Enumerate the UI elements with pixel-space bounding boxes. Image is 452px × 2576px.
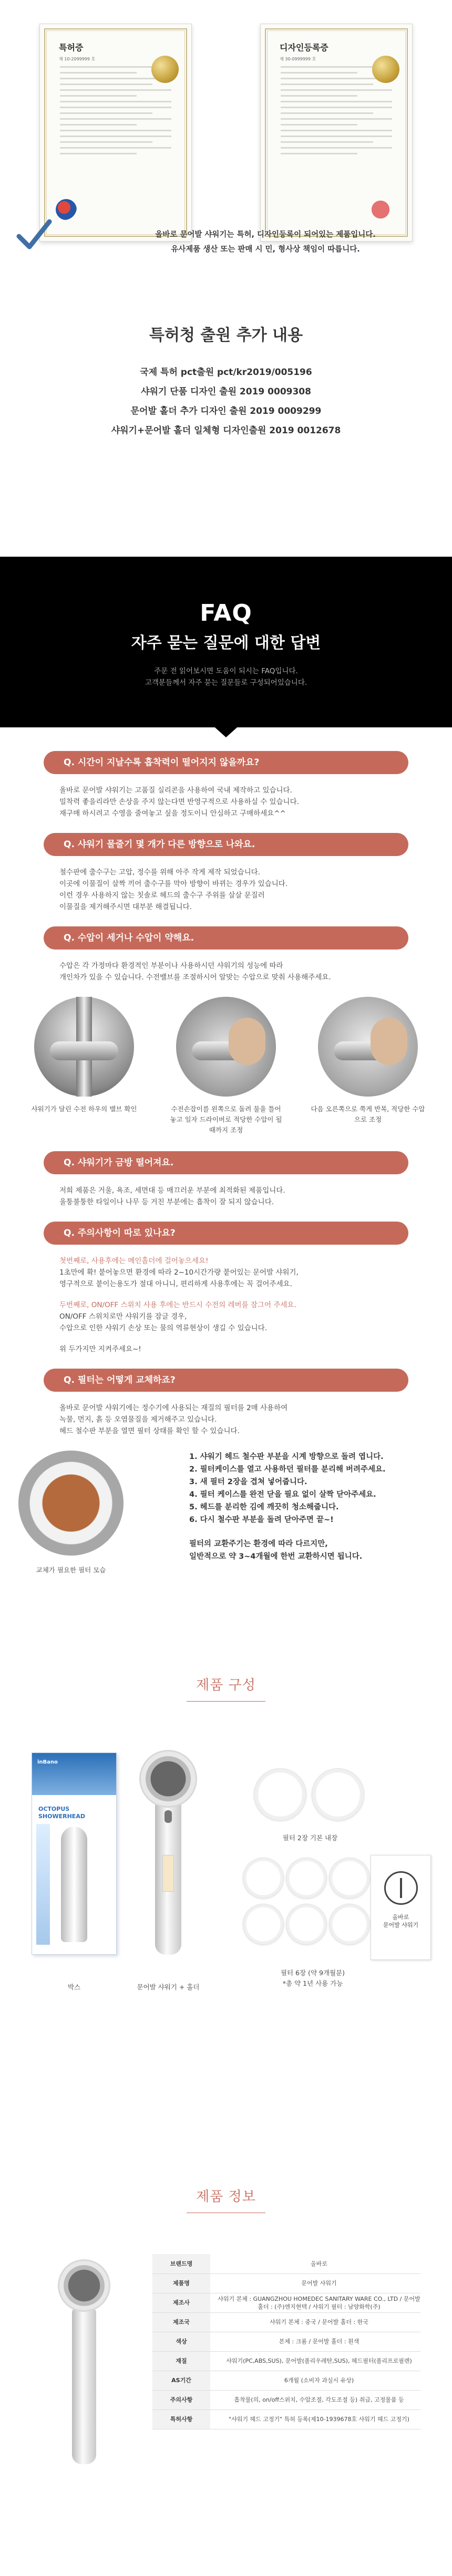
answer-line: 수압은 각 가정마다 환경적인 부분이나 사용하시던 샤워기의 성능에 따라	[59, 962, 283, 970]
filter-step: 4. 필터 케이스를 완전 닫을 필요 없이 살짝 닫아주세요.	[189, 1490, 376, 1499]
answer-line: 수압으로 인한 샤워기 손상 또는 물의 역류현상이 생길 수 있습니다.	[59, 1324, 268, 1332]
stamp-icon	[370, 199, 391, 220]
answer-line: 헤드 철수판 부분을 열면 필터 상태를 확인 할 수 있습니다.	[59, 1427, 240, 1435]
patent-item: 문어발 홀더 추가 디자인 출원 2019 0009299	[130, 406, 322, 416]
gold-seal-icon	[151, 56, 179, 83]
info-row	[152, 2390, 420, 2410]
shower-label: 문어발 샤워기 + 홀더	[137, 1983, 200, 1991]
filter-pad-icon	[329, 1858, 370, 1899]
info-title: 제품 정보	[196, 2189, 256, 2205]
info-row	[152, 2351, 420, 2371]
filter-caption: 교체가 필요한 필터 모습	[36, 1566, 106, 1574]
filter6-note: *총 약 1년 사용 가능	[282, 1979, 343, 1987]
faq-answer	[44, 1185, 408, 1208]
faq-question[interactable]: Q. 샤워기 물줄기 몇 개가 다른 방향으로 나와요.	[44, 833, 408, 856]
valve-caption: 수전손잡이를 왼쪽으로 돌려 물을 틀어놓고 일자 드라이버로 적당한 수압이 될때까지 조정	[170, 1105, 282, 1134]
answer-line: 개인차가 있을 수 있습니다. 수전밸브를 조절하시어 알맞는 수압으로 맞춰 사용해주세요.	[59, 973, 331, 982]
faq-question[interactable]: Q. 시간이 지날수록 흡착력이 떨어지지 않을까요?	[44, 751, 408, 774]
valve-photo	[176, 997, 276, 1097]
filter-step: 3. 새 필터 2장을 겹쳐 넣어줍니다.	[189, 1478, 307, 1486]
info-value: 6개월 (소비자 과실시 유상)	[210, 2371, 420, 2390]
gold-seal-icon	[372, 56, 399, 83]
answer-line: 이곳에 이물질이 살짝 끼어 출수구를 막아 방향이 바뀌는 경우가 있습니다.	[59, 880, 288, 888]
faq-description	[0, 665, 452, 689]
valve-caption: 샤워기가 달린 수전 하우의 밸브 확인	[31, 1105, 137, 1113]
used-filter-photo	[18, 1451, 124, 1556]
answer-line: 1초만에 확! 붙어놓으면 환경에 따라 2~10시간가량 붙어있는 문어발 샤워기,	[59, 1268, 299, 1277]
answer-line: 저희 제품은 거울, 욕조, 세면대 등 매끄러운 부분에 최적화된 제품입니다.	[59, 1186, 285, 1195]
filter-pad-icon	[329, 1904, 370, 1945]
answer-line: 밀착력 좋을리라만 손상을 주지 않는다면 반영구적으로 사용하실 수 있습니다.	[59, 798, 299, 806]
valve-step	[26, 997, 142, 1135]
faq-title: FAQ	[200, 600, 252, 627]
faq-question[interactable]: Q. 샤워기가 금방 떨어져요.	[44, 1151, 408, 1174]
answer-line: 녹물, 먼지, 흙 등 오염물질을 제거해주고 있습니다.	[59, 1415, 217, 1424]
faq-question[interactable]: Q. 주의사항이 따로 있나요?	[44, 1222, 408, 1245]
patent-item: 샤워기 단품 디자인 출원 2019 0009308	[141, 387, 311, 397]
answer-line: 영구적으로 붙이는용도가 절대 아니니, 편리하게 사용후에는 꼭 걸어주세요.	[59, 1280, 292, 1288]
filter-pad-icon	[286, 1858, 327, 1899]
filter-step: 5. 헤드를 분리한 김에 깨끗히 청소해줍니다.	[189, 1503, 339, 1511]
faq-answer	[44, 1402, 408, 1437]
info-value: 샤워기 본체 : GUANGZHOU HOMEDEC SANITARY WARE CO., LTD / 문어발 홀더 : (주)엔지현텍 / 샤워기 필터 : 남양화학(주)	[210, 2293, 420, 2312]
certificate-number: 제 10-2099999 호	[59, 57, 96, 61]
info-key: 브랜드명	[152, 2254, 210, 2273]
filter-note: 필터의 교환주기는 환경에 따라 다르지만,	[189, 1540, 328, 1548]
faq-answer	[44, 960, 408, 983]
faq-answer	[44, 785, 408, 819]
info-key: AS기간	[152, 2371, 210, 2390]
filter-pad-icon	[243, 1858, 284, 1899]
answer-line: ON/OFF 스위치로만 샤워기를 잠글 경우,	[59, 1312, 187, 1321]
shower-handle	[155, 1797, 181, 1955]
card-text-line: 올바로	[392, 1914, 409, 1921]
info-value: "샤워기 헤드 고정기" 특허 등록(제10-1939678호 샤워기 헤드 고정기)	[210, 2410, 420, 2429]
notice-line: 올바로 문어발 샤워기는 특허, 디자인등록이 되어있는 제품입니다.	[155, 231, 376, 239]
switch-icon	[165, 1810, 172, 1823]
info-value: 흡착물(의, on/off스위치, 수압조절, 각도조절 등) 취급, 고정물품 등	[210, 2390, 420, 2410]
box-logo: inBano	[37, 1759, 58, 1765]
answer-line: 이런 경우 사용하지 않는 칫솔로 헤드의 출수구 주위를 살살 문질러	[59, 891, 265, 900]
info-key: 주의사항	[152, 2390, 210, 2410]
valve-caption: 다음 오른쪽으로 쭉게 반복, 적당한 수압으로 조정	[311, 1105, 425, 1123]
valve-photo	[34, 997, 134, 1097]
emblem-icon	[56, 199, 77, 220]
box-name-line: SHOWERHEAD	[38, 1813, 85, 1820]
valve-guide-images	[26, 997, 426, 1135]
shower-head	[139, 1750, 197, 1808]
filter-pad-icon	[254, 1768, 306, 1821]
answer-line: 이물질을 제거해주시면 대부분 해결됩니다.	[59, 903, 192, 911]
product-photo	[32, 2254, 137, 2572]
product-info-table	[152, 2254, 420, 2429]
filter-steps	[189, 1451, 431, 1563]
shower-head-icon	[61, 1827, 87, 1942]
patent-item: 국제 특허 pct출원 pct/kr2019/005196	[140, 367, 312, 378]
filter-pads-2	[254, 1768, 367, 1826]
answer-line: 재구매 하시려고 수영을 줄여놓고 싶을 정도이니 안심하고 구매하세요^^	[59, 809, 286, 818]
filter2-label: 필터 2장 기본 내장	[282, 1834, 338, 1842]
info-key: 색상	[152, 2332, 210, 2351]
box-name-line: OCTOPUS	[38, 1806, 70, 1812]
patent-certificate	[39, 24, 192, 242]
design-certificate	[260, 24, 413, 242]
info-key: 재질	[152, 2351, 210, 2371]
patent-notice	[97, 227, 434, 257]
info-value: 샤워기(PC,ABS,SUS), 문어발(폴리우레탄,SUS), 헤드필터(폴리프로필렌)	[210, 2351, 420, 2371]
certificates-section	[0, 0, 452, 276]
info-row	[152, 2410, 420, 2429]
notice-line: 유사제품 생산 또는 판매 시 민, 형사상 책임이 따릅니다.	[171, 245, 360, 254]
card-text-line: 문어발 샤워기	[383, 1922, 419, 1928]
answer-line: 위 두가지만 지켜주세요~!	[59, 1345, 141, 1353]
patent-item: 샤워기+문어발 홀더 일체형 디자인출원 2019 0012678	[111, 425, 341, 436]
info-value: 문어발 샤워기	[210, 2273, 420, 2293]
answer-line: 철수판에 출수구는 고압, 정수를 위해 아주 작게 제작 되었습니다.	[59, 868, 260, 877]
patents-title: 특허청 출원 추가 내용	[149, 326, 303, 345]
info-row	[152, 2371, 420, 2390]
info-value: 샤워기 본체 : 중국 / 문어발 홀더 : 한국	[210, 2312, 420, 2332]
product-card	[371, 1855, 431, 1960]
filter-replacement-guide	[0, 1451, 452, 1634]
product-info-table-wrap	[32, 2254, 420, 2572]
card-text	[371, 1913, 430, 1929]
composition-title: 제품 구성	[196, 1677, 256, 1693]
info-row	[152, 2312, 420, 2332]
valve-step	[310, 997, 426, 1135]
info-key: 제조국	[152, 2312, 210, 2332]
filter-pad-icon	[312, 1768, 364, 1821]
checkmark-icon	[16, 216, 53, 253]
faq-question[interactable]: Q. 수압이 세거나 수압이 약해요.	[44, 926, 408, 950]
filter-pad-icon	[286, 1904, 327, 1945]
product-box	[32, 1753, 117, 1955]
faq-subtitle: 자주 묻는 질문에 대한 답변	[131, 634, 321, 652]
info-value: 본체 : 크롬 / 문어발 홀더 : 흰색	[210, 2332, 420, 2351]
filter-step: 6. 다시 철수판 부분을 돌려 닫아주면 끝~!	[189, 1516, 334, 1524]
faq-list	[0, 727, 452, 1655]
info-key: 제품명	[152, 2273, 210, 2293]
answer-line: 올바로 문어발 샤워기에는 정수기에 사용되는 재질의 필터를 2매 사용하여	[59, 1404, 288, 1412]
answer-line: 울퉁불퉁한 타일이나 나무 등 거친 부분에는 흡착이 잘 되지 않습니다.	[59, 1198, 274, 1206]
certificate-title: 디자인등록증	[280, 43, 328, 53]
info-key: 특허사항	[152, 2410, 210, 2429]
filter6-label: 필터 6장 (약 9개월분)	[280, 1969, 345, 1977]
brand-emblem-icon	[384, 1871, 418, 1905]
info-value: 올바로	[210, 2254, 420, 2273]
info-row	[152, 2273, 420, 2293]
filter-pad-icon	[243, 1904, 284, 1945]
filter-step: 2. 필터케이스를 열고 사용하던 필터를 분리해 버려주세요.	[189, 1465, 386, 1474]
patent-applications-section	[0, 276, 452, 557]
answer-line: 첫번째로, 사용후에는 메인홀더에 걸어놓으세요!	[59, 1257, 209, 1265]
product-composition-section	[0, 1655, 452, 2423]
info-row	[152, 2332, 420, 2351]
filter-step: 1. 샤워기 헤드 철수판 부분을 시계 방향으로 돌려 엽니다.	[189, 1453, 384, 1461]
faq-answer	[44, 867, 408, 913]
certificate-number: 제 30-0999999 호	[280, 57, 316, 61]
box-label: 박스	[67, 1983, 81, 1991]
down-arrow-icon	[211, 724, 241, 737]
valve-step	[168, 997, 284, 1135]
info-row	[152, 2293, 420, 2312]
answer-line: 올바로 문어발 샤워기는 고품질 실리콘을 사용하여 국내 제작하고 있습니다.	[59, 786, 292, 795]
box-product-name	[38, 1806, 85, 1820]
filter-pads-6	[243, 1858, 374, 1963]
product-info-header	[0, 2186, 452, 2213]
title-underline	[187, 1701, 265, 1702]
faq-desc-line: 주문 전 읽어보시면 도움이 되시는 FAQ입니다.	[154, 667, 298, 675]
faq-desc-line: 고객분들께서 자주 묻는 질문들로 구성되어있습니다.	[145, 679, 307, 687]
valve-photo	[318, 997, 418, 1097]
answer-line: 두번째로, ON/OFF 스위치 사용 후에는 반드시 수전의 레버를 잠그어 주세요.	[59, 1301, 296, 1309]
certificate-title: 특허증	[59, 43, 84, 53]
faq-header	[0, 557, 452, 727]
faq-answer	[44, 1255, 408, 1355]
filter-note: 일반적으로 약 3~4개월에 한번 교환하시면 됩니다.	[189, 1552, 363, 1561]
info-row	[152, 2254, 420, 2273]
faq-question[interactable]: Q. 필터는 어떻게 교체하죠?	[44, 1369, 408, 1392]
info-key: 제조사	[152, 2293, 210, 2312]
